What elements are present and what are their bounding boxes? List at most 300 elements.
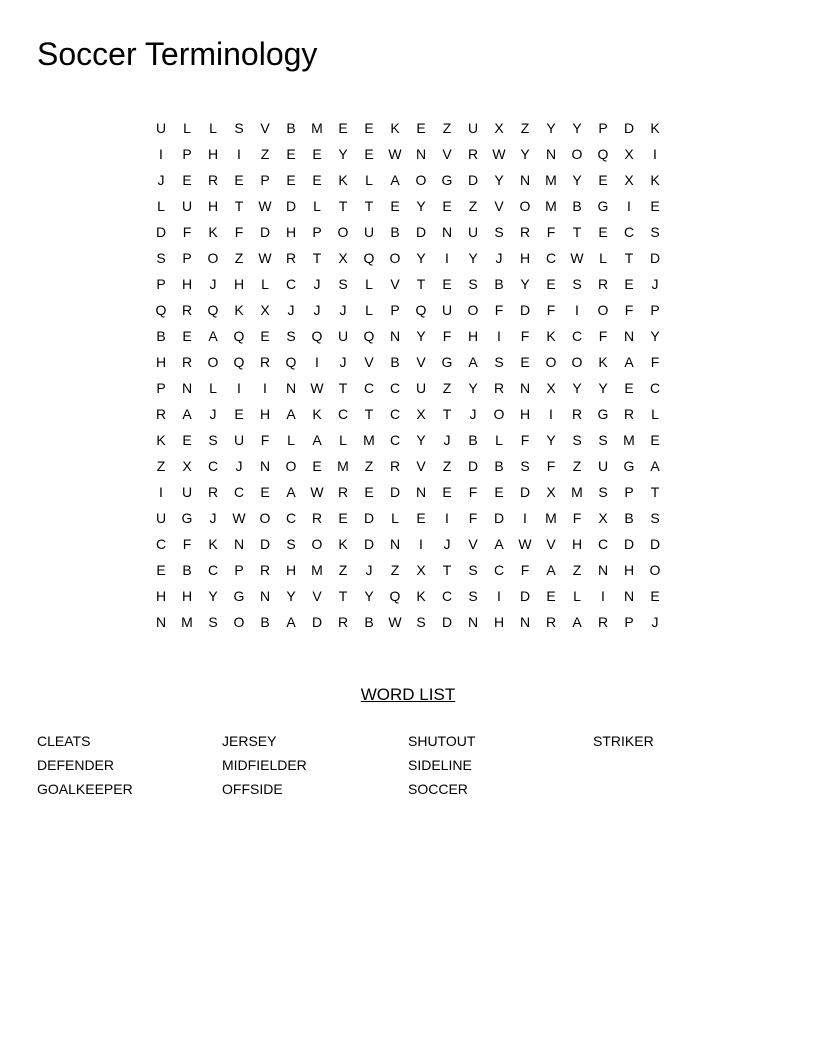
grid-cell: A	[390, 172, 400, 188]
grid-cell: M	[545, 172, 557, 188]
grid-cell: E	[182, 432, 192, 448]
grid-cell: V	[416, 354, 426, 370]
grid-cell: D	[649, 250, 661, 266]
grid-cell: H	[623, 562, 635, 578]
grid-cell: E	[650, 588, 660, 604]
grid-cell: Y	[468, 380, 478, 396]
grid-cell: R	[493, 380, 505, 396]
grid-cell: P	[156, 380, 166, 396]
word-list-item: CLEATS	[37, 733, 91, 749]
grid-cell: N	[545, 146, 557, 162]
grid-cell: R	[181, 302, 193, 318]
grid-cell: W	[310, 484, 324, 500]
grid-cell: E	[234, 172, 244, 188]
grid-cell: Y	[598, 380, 608, 396]
grid-cell: F	[442, 328, 452, 344]
grid-cell: Q	[233, 354, 245, 370]
grid-cell: Y	[286, 588, 296, 604]
grid-cell: T	[442, 562, 452, 578]
grid-cell: H	[207, 198, 219, 214]
grid-cell: N	[389, 536, 401, 552]
grid-cell: L	[209, 380, 217, 396]
grid-cell: N	[597, 562, 609, 578]
grid-cell: N	[623, 328, 635, 344]
grid-cell: J	[287, 302, 295, 318]
grid-cell: M	[623, 432, 635, 448]
word-list-item: MIDFIELDER	[222, 757, 307, 773]
word-list-item: SOCCER	[408, 781, 468, 797]
grid-cell: S	[468, 588, 478, 604]
grid-cell: D	[623, 120, 635, 136]
word-list-item: STRIKER	[593, 733, 654, 749]
grid-cell: Y	[650, 328, 660, 344]
grid-cell: Y	[208, 588, 218, 604]
grid-cell: K	[546, 328, 556, 344]
grid-cell: I	[497, 588, 501, 604]
grid-cell: U	[155, 120, 167, 136]
grid-cell: A	[286, 484, 296, 500]
grid-cell: T	[624, 250, 634, 266]
grid-cell: G	[597, 406, 609, 422]
grid-cell: F	[182, 224, 192, 240]
grid-cell: B	[286, 120, 296, 136]
word-list-item: DEFENDER	[37, 757, 115, 773]
grid-cell: O	[597, 302, 609, 318]
grid-cell: S	[338, 276, 348, 292]
grid-cell: H	[259, 406, 271, 422]
grid-cell: T	[364, 406, 374, 422]
grid-cell: H	[519, 406, 531, 422]
grid-cell: F	[650, 354, 660, 370]
grid-cell: H	[155, 588, 167, 604]
grid-cell: Q	[363, 250, 375, 266]
letter-grid	[148, 115, 668, 635]
grid-cell: W	[232, 510, 246, 526]
grid-cell: L	[261, 276, 269, 292]
grid-cell: N	[519, 172, 531, 188]
grid-cell: U	[467, 224, 479, 240]
grid-row	[148, 349, 668, 375]
grid-cell: R	[389, 458, 401, 474]
grid-cell: E	[442, 484, 452, 500]
grid-cell: S	[494, 224, 504, 240]
grid-cell: Z	[442, 458, 452, 474]
grid-cell: A	[494, 536, 504, 552]
grid-cell: Z	[442, 380, 452, 396]
grid-cell: A	[182, 406, 192, 422]
grid-row	[148, 401, 668, 427]
grid-cell: N	[467, 614, 479, 630]
grid-cell: E	[442, 276, 452, 292]
grid-cell: Y	[520, 146, 530, 162]
grid-row	[148, 557, 668, 583]
grid-cell: D	[623, 536, 635, 552]
grid-cell: N	[259, 458, 271, 474]
grid-cell: S	[208, 614, 218, 630]
grid-cell: K	[416, 588, 426, 604]
grid-row	[148, 115, 668, 141]
grid-cell: S	[572, 432, 582, 448]
grid-cell: L	[287, 432, 295, 448]
grid-cell: R	[337, 484, 349, 500]
grid-cell: L	[365, 276, 373, 292]
grid-cell: Q	[207, 302, 219, 318]
grid-row	[148, 375, 668, 401]
grid-cell: P	[260, 172, 270, 188]
grid-cell: B	[364, 614, 374, 630]
word-list-item: SIDELINE	[408, 757, 472, 773]
grid-cell: K	[598, 354, 608, 370]
grid-cell: T	[338, 588, 348, 604]
grid-cell: Q	[415, 302, 427, 318]
grid-cell: S	[650, 510, 660, 526]
grid-cell: X	[624, 172, 634, 188]
grid-cell: I	[575, 302, 579, 318]
grid-cell: P	[624, 614, 634, 630]
grid-cell: U	[363, 224, 375, 240]
grid-cell: E	[260, 484, 270, 500]
grid-cell: V	[312, 588, 322, 604]
grid-cell: C	[545, 250, 557, 266]
grid-cell: H	[181, 276, 193, 292]
grid-row	[148, 167, 668, 193]
grid-cell: A	[286, 614, 296, 630]
grid-cell: U	[597, 458, 609, 474]
grid-cell: M	[545, 510, 557, 526]
grid-cell: F	[546, 458, 556, 474]
grid-cell: Z	[572, 458, 582, 474]
grid-cell: H	[233, 276, 245, 292]
grid-cell: N	[519, 614, 531, 630]
grid-cell: T	[572, 224, 582, 240]
grid-cell: Z	[234, 250, 244, 266]
grid-cell: E	[338, 120, 348, 136]
grid-cell: F	[546, 302, 556, 318]
grid-cell: X	[494, 120, 504, 136]
grid-cell: X	[546, 484, 556, 500]
grid-cell: L	[495, 432, 503, 448]
grid-cell: B	[494, 458, 504, 474]
grid-cell: B	[390, 354, 400, 370]
grid-cell: E	[546, 588, 556, 604]
grid-cell: S	[286, 328, 296, 344]
grid-cell: E	[182, 328, 192, 344]
grid-cell: W	[258, 250, 272, 266]
grid-cell: A	[286, 406, 296, 422]
grid-cell: L	[339, 432, 347, 448]
grid-cell: I	[419, 536, 423, 552]
grid-cell: K	[208, 224, 218, 240]
grid-cell: J	[157, 172, 165, 188]
grid-cell: U	[181, 484, 193, 500]
grid-row	[148, 271, 668, 297]
grid-row	[148, 609, 668, 635]
grid-cell: E	[338, 510, 348, 526]
grid-cell: X	[260, 302, 270, 318]
grid-cell: I	[237, 146, 241, 162]
grid-cell: T	[338, 198, 348, 214]
grid-cell: B	[390, 224, 400, 240]
grid-cell: I	[237, 380, 241, 396]
grid-cell: D	[441, 614, 453, 630]
grid-cell: N	[259, 588, 271, 604]
grid-cell: O	[519, 198, 531, 214]
word-list-item: SHUTOUT	[408, 733, 476, 749]
grid-cell: R	[519, 224, 531, 240]
grid-cell: B	[572, 198, 582, 214]
word-list	[37, 731, 779, 811]
grid-cell: S	[234, 120, 244, 136]
grid-cell: L	[573, 588, 581, 604]
grid-row	[148, 193, 668, 219]
grid-cell: T	[364, 198, 374, 214]
grid-cell: G	[441, 354, 453, 370]
grid-cell: U	[441, 302, 453, 318]
grid-cell: P	[650, 302, 660, 318]
grid-cell: O	[259, 510, 271, 526]
grid-cell: H	[467, 328, 479, 344]
grid-cell: Q	[155, 302, 167, 318]
grid-cell: D	[259, 224, 271, 240]
grid-cell: C	[363, 380, 375, 396]
grid-cell: S	[468, 276, 478, 292]
grid-row	[148, 245, 668, 271]
grid-cell: Q	[285, 354, 297, 370]
grid-row	[148, 297, 668, 323]
grid-cell: Z	[338, 562, 348, 578]
grid-cell: A	[650, 458, 660, 474]
grid-cell: S	[598, 484, 608, 500]
grid-cell: S	[572, 276, 582, 292]
grid-cell: E	[182, 172, 192, 188]
grid-cell: E	[442, 198, 452, 214]
grid-cell: H	[155, 354, 167, 370]
grid-cell: J	[209, 510, 217, 526]
grid-cell: C	[597, 536, 609, 552]
grid-cell: Z	[520, 120, 530, 136]
grid-cell: A	[572, 614, 582, 630]
page-title: Soccer Terminology	[37, 36, 318, 72]
grid-cell: E	[286, 146, 296, 162]
grid-cell: B	[468, 432, 478, 448]
grid-cell: H	[207, 146, 219, 162]
grid-cell: M	[181, 614, 193, 630]
grid-cell: R	[597, 276, 609, 292]
grid-cell: P	[156, 276, 166, 292]
grid-cell: H	[285, 562, 297, 578]
grid-cell: S	[494, 354, 504, 370]
grid-cell: I	[445, 250, 449, 266]
grid-cell: F	[520, 328, 530, 344]
grid-cell: N	[519, 380, 531, 396]
grid-cell: H	[181, 588, 193, 604]
grid-cell: R	[571, 406, 583, 422]
grid-cell: R	[285, 250, 297, 266]
grid-cell: Z	[572, 562, 582, 578]
grid-cell: E	[364, 146, 374, 162]
grid-cell: O	[649, 562, 661, 578]
grid-cell: M	[571, 484, 583, 500]
grid-cell: K	[650, 120, 660, 136]
grid-cell: K	[390, 120, 400, 136]
grid-cell: E	[624, 380, 634, 396]
grid-cell: K	[208, 536, 218, 552]
grid-cell: R	[623, 406, 635, 422]
grid-cell: J	[313, 302, 321, 318]
grid-cell: E	[598, 224, 608, 240]
grid-cell: Y	[546, 120, 556, 136]
grid-cell: J	[209, 276, 217, 292]
grid-cell: C	[285, 510, 297, 526]
grid-cell: P	[598, 120, 608, 136]
grid-cell: D	[363, 536, 375, 552]
grid-cell: C	[285, 276, 297, 292]
grid-cell: Q	[363, 328, 375, 344]
grid-cell: N	[441, 224, 453, 240]
grid-cell: V	[390, 276, 400, 292]
grid-cell: S	[468, 562, 478, 578]
grid-cell: U	[181, 198, 193, 214]
grid-cell: B	[260, 614, 270, 630]
grid-cell: N	[285, 380, 297, 396]
grid-cell: Y	[494, 172, 504, 188]
grid-cell: K	[312, 406, 322, 422]
grid-cell: R	[259, 354, 271, 370]
grid-cell: C	[493, 562, 505, 578]
word-list-item: GOALKEEPER	[37, 781, 133, 797]
grid-cell: O	[467, 302, 479, 318]
grid-cell: C	[389, 406, 401, 422]
grid-cell: Z	[260, 146, 270, 162]
grid-cell: W	[258, 198, 272, 214]
grid-cell: D	[285, 198, 297, 214]
grid-cell: I	[159, 484, 163, 500]
grid-cell: F	[598, 328, 608, 344]
grid-cell: D	[259, 536, 271, 552]
word-list-heading: WORD LIST	[360, 685, 456, 704]
grid-cell: O	[207, 250, 219, 266]
grid-cell: D	[389, 484, 401, 500]
grid-cell: F	[572, 510, 582, 526]
grid-cell: P	[312, 224, 322, 240]
grid-cell: P	[234, 562, 244, 578]
grid-cell: I	[445, 510, 449, 526]
grid-cell: E	[312, 172, 322, 188]
grid-row	[148, 427, 668, 453]
grid-cell: I	[263, 380, 267, 396]
grid-cell: J	[209, 406, 217, 422]
grid-cell: V	[442, 146, 452, 162]
grid-cell: F	[520, 432, 530, 448]
grid-cell: S	[286, 536, 296, 552]
grid-cell: E	[312, 458, 322, 474]
grid-cell: V	[416, 458, 426, 474]
grid-cell: D	[519, 588, 531, 604]
grid-cell: Z	[442, 120, 452, 136]
grid-row	[148, 479, 668, 505]
grid-cell: E	[650, 198, 660, 214]
grid-cell: N	[415, 484, 427, 500]
grid-cell: U	[233, 432, 245, 448]
grid-cell: C	[441, 588, 453, 604]
grid-cell: L	[313, 198, 321, 214]
grid-cell: H	[519, 250, 531, 266]
grid-cell: V	[494, 198, 504, 214]
grid-cell: E	[364, 120, 374, 136]
grid-cell: D	[493, 510, 505, 526]
grid-cell: T	[416, 276, 426, 292]
grid-row	[148, 219, 668, 245]
grid-cell: E	[260, 328, 270, 344]
grid-cell: E	[416, 120, 426, 136]
grid-cell: R	[545, 614, 557, 630]
grid-cell: J	[651, 614, 659, 630]
grid-cell: S	[156, 250, 166, 266]
grid-cell: K	[156, 432, 166, 448]
grid-cell: E	[390, 198, 400, 214]
grid-cell: E	[364, 484, 374, 500]
grid-cell: G	[623, 458, 635, 474]
grid-cell: O	[545, 354, 557, 370]
grid-cell: M	[545, 198, 557, 214]
grid-cell: J	[235, 458, 243, 474]
grid-cell: W	[388, 146, 402, 162]
grid-cell: O	[337, 224, 349, 240]
grid-cell: Y	[572, 380, 582, 396]
grid-cell: W	[388, 614, 402, 630]
grid-cell: E	[650, 432, 660, 448]
grid-cell: R	[597, 614, 609, 630]
grid-cell: S	[598, 432, 608, 448]
grid-cell: G	[181, 510, 193, 526]
grid-cell: Z	[390, 562, 400, 578]
grid-cell: O	[571, 354, 583, 370]
grid-cell: A	[624, 354, 634, 370]
grid-cell: I	[523, 510, 527, 526]
grid-cell: F	[468, 510, 478, 526]
grid-cell: O	[311, 536, 323, 552]
grid-cell: X	[182, 458, 192, 474]
grid-cell: Q	[233, 328, 245, 344]
grid-cell: J	[469, 406, 477, 422]
grid-cell: E	[234, 406, 244, 422]
grid-cell: U	[155, 510, 167, 526]
grid-cell: C	[571, 328, 583, 344]
grid-cell: L	[157, 198, 165, 214]
grid-cell: L	[365, 302, 373, 318]
grid-cell: O	[233, 614, 245, 630]
grid-cell: X	[416, 562, 426, 578]
grid-cell: F	[260, 432, 270, 448]
grid-cell: T	[338, 380, 348, 396]
grid-cell: V	[364, 354, 374, 370]
grid-cell: N	[415, 146, 427, 162]
grid-cell: N	[233, 536, 245, 552]
grid-cell: H	[285, 224, 297, 240]
grid-cell: Y	[468, 250, 478, 266]
grid-cell: D	[155, 224, 167, 240]
grid-cell: M	[337, 458, 349, 474]
grid-cell: U	[467, 120, 479, 136]
grid-cell: R	[155, 406, 167, 422]
grid-cell: Q	[597, 146, 609, 162]
grid-cell: Y	[572, 172, 582, 188]
grid-cell: S	[650, 224, 660, 240]
grid-cell: K	[650, 172, 660, 188]
grid-cell: Z	[468, 198, 478, 214]
grid-cell: D	[415, 224, 427, 240]
grid-cell: E	[546, 276, 556, 292]
